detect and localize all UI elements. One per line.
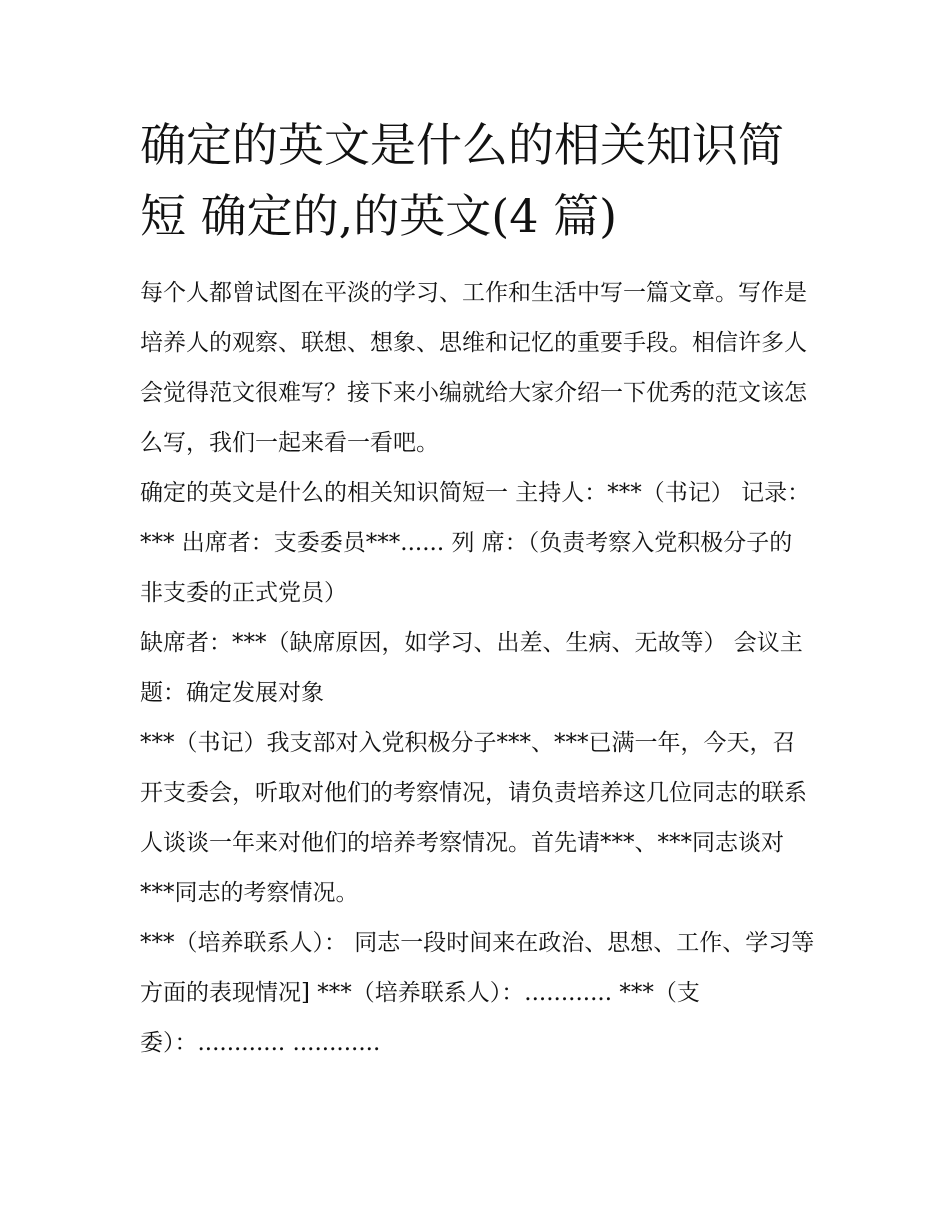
paragraph-meeting-info: 确定的英文是什么的相关知识简短一 主持人：***（书记） 记录：*** 出席者：支委委员***...... 列 席：（负责考察入党积极分子的非支委的正式党员） <box>140 480 811 606</box>
paragraph-secretary-speech: ***（书记）我支部对入党积极分子***、***已满一年，今天，召开支委会，听取对他们的考察情况，请负责培养这几位同志的联系人谈谈一年来对他们的培养考察情况。首先请***、***同志谈对***同志的考察情况。 <box>140 730 807 906</box>
document-page <box>140 110 815 1068</box>
paragraph-absentees: 缺席者：***（缺席原因，如学习、出差、生病、无故等） 会议主题：确定发展对象 <box>140 630 803 706</box>
title-spacer <box>140 252 815 268</box>
paragraph-intro: 每个人都曾试图在平淡的学习、工作和生活中写一篇文章。写作是培养人的观察、联想、想象、思维和记忆的重要手段。相信许多人会觉得范文很难写？接下来小编就给大家介绍一下优秀的范文该怎么写，我们一起来看一看吧。 <box>140 280 807 456</box>
paragraph-contact-reports: ***（培养联系人）： 同志一段时间来在政治、思想、工作、学习等方面的表现情况] ***（培养联系人）：............ ***（支委）：............ ............ <box>140 930 815 1056</box>
document-title: 确定的英文是什么的相关知识简短 确定的,的英文(4 篇) <box>140 118 784 243</box>
